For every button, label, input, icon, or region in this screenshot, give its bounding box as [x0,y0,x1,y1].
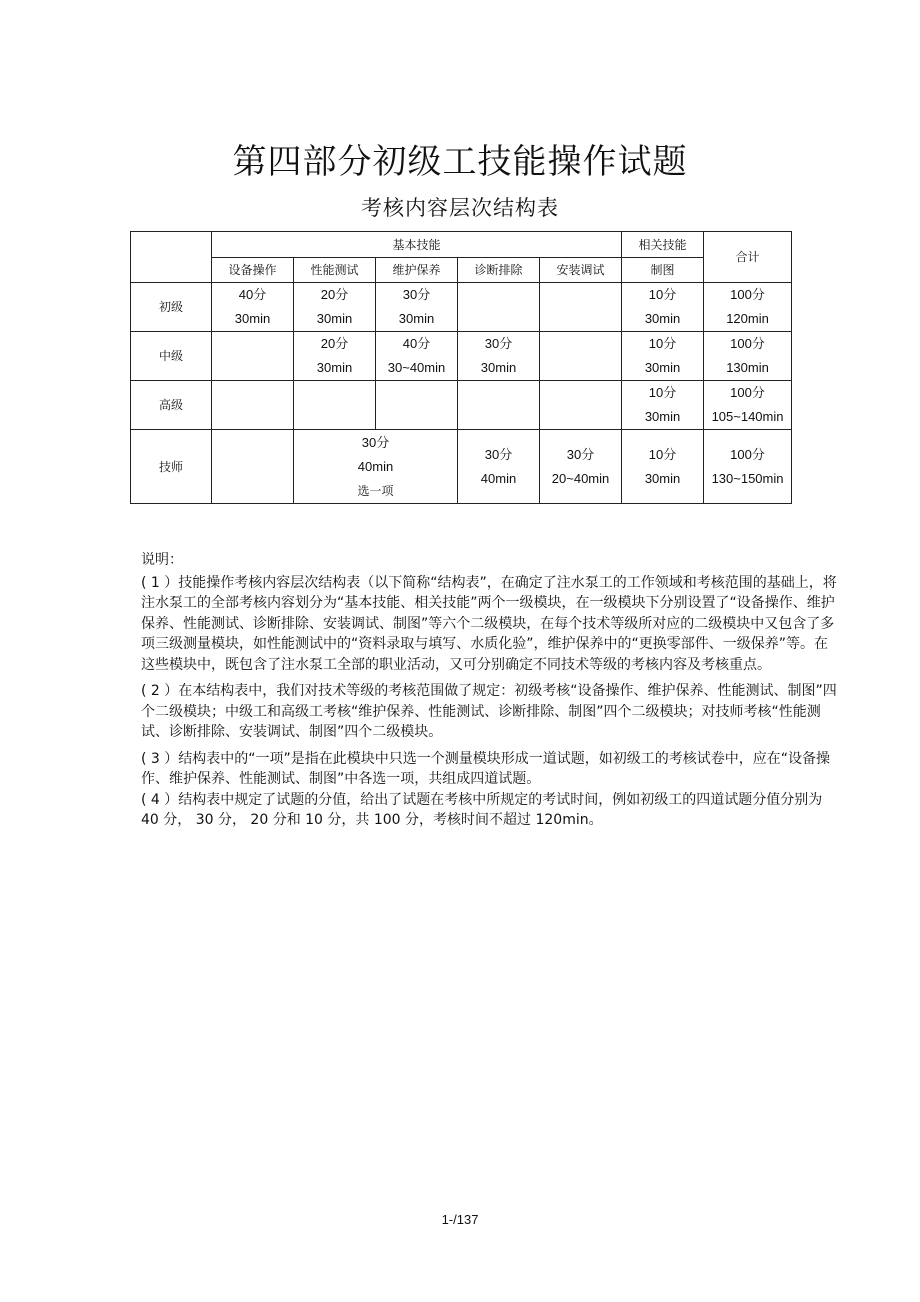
data-cell: 20分 30min [294,332,376,381]
data-cell: 10分 30min [622,283,704,332]
table-row [131,430,792,504]
empty-cell [376,381,458,430]
empty-cell [212,430,294,504]
table-row [131,283,792,332]
header-total: 合计 [704,232,792,283]
page-number: 1-/137 [441,1212,479,1227]
data-cell: 30分 20~40min [540,430,622,504]
empty-cell [458,283,540,332]
empty-cell [294,381,376,430]
note-paragraph: ( 4 ）结构表中规定了试题的分值，给出了试题在考核中所规定的考试时间，例如初级工的四道试题分值分别为 40 分， 30 分， 20 分和 10 分，共 100 分，考核时间不超过 120min。 [141,791,823,828]
empty-cell [212,332,294,381]
notes-label: 说明： [141,552,183,568]
empty-cell [540,332,622,381]
empty-cell [540,283,622,332]
notes-section [141,550,841,831]
table-row [131,332,792,381]
level-label: 中级 [131,332,212,381]
header-sub: 维护保养 [376,258,458,283]
header-sub: 诊断排除 [458,258,540,283]
data-cell: 30分 40min [458,430,540,504]
total-cell: 100分 105~140min [704,381,792,430]
data-cell: 30分 30min [376,283,458,332]
data-cell: 30分 30min [458,332,540,381]
header-sub: 制图 [622,258,704,283]
note-paragraph: ( 2 ）在本结构表中，我们对技术等级的考核范围做了规定：初级考核“设备操作、维护保养、性能测试、制图”四个二级模块；中级工和高级工考核“维护保养、性能测试、诊断排除、制图”四个二级模块；对技师考核“性能测试、诊断排除、安装调试、制图”四个二级模块。 [141,683,837,740]
header-basic-skills: 基本技能 [212,232,622,258]
empty-cell [540,381,622,430]
note-paragraph: ( 1 ）技能操作考核内容层次结构表（以下简称“结构表”，在确定了注水泵工的工作领域和考核范围的基础上，将注水泵工的全部考核内容划分为“基本技能、相关技能”两个一级模块，在一级模块下分别设置了“设备操作、维护保养、性能测试、诊断排除、安装调试、制图”等六个二级模块，在每个技术等级所对应的二级模块中又包含了多项三级测量模块，如性能测试中的“资料录取与填写、水质化验”，维护保养中的“更换零部件、一级保养”等。在这些模块中，既包含了注水泵工全部的职业活动，又可分别确定不同技术等级的考核内容及考核重点。 [141,574,837,673]
data-cell: 20分 30min [294,283,376,332]
level-label: 高级 [131,381,212,430]
data-cell: 10分 30min [622,332,704,381]
corner-cell [131,232,212,283]
header-related-skills: 相关技能 [622,232,704,258]
data-cell: 10分 30min [622,381,704,430]
header-sub: 设备操作 [212,258,294,283]
merged-cell: 30分 40min 选一项 [294,430,458,504]
empty-cell [458,381,540,430]
data-cell: 40分 30~40min [376,332,458,381]
total-cell: 100分 130min [704,332,792,381]
table-title: 考核内容层次结构表 [361,196,559,220]
total-cell: 100分 120min [704,283,792,332]
header-sub: 性能测试 [294,258,376,283]
page-title: 第四部分初级工技能操作试题 [232,142,688,182]
data-cell: 10分 30min [622,430,704,504]
header-sub: 安装调试 [540,258,622,283]
structure-table [130,231,792,504]
data-cell: 40分 30min [212,283,294,332]
note-paragraph: ( 3 ）结构表中的“一项”是指在此模块中只选一个测量模块形成一道试题，如初级工的考核试卷中，应在“设备操作、维护保养、性能测试、制图”中各选一项，共组成四道试题。 [141,750,831,787]
level-label: 技师 [131,430,212,504]
table-row [131,381,792,430]
level-label: 初级 [131,283,212,332]
empty-cell [212,381,294,430]
total-cell: 100分 130~150min [704,430,792,504]
